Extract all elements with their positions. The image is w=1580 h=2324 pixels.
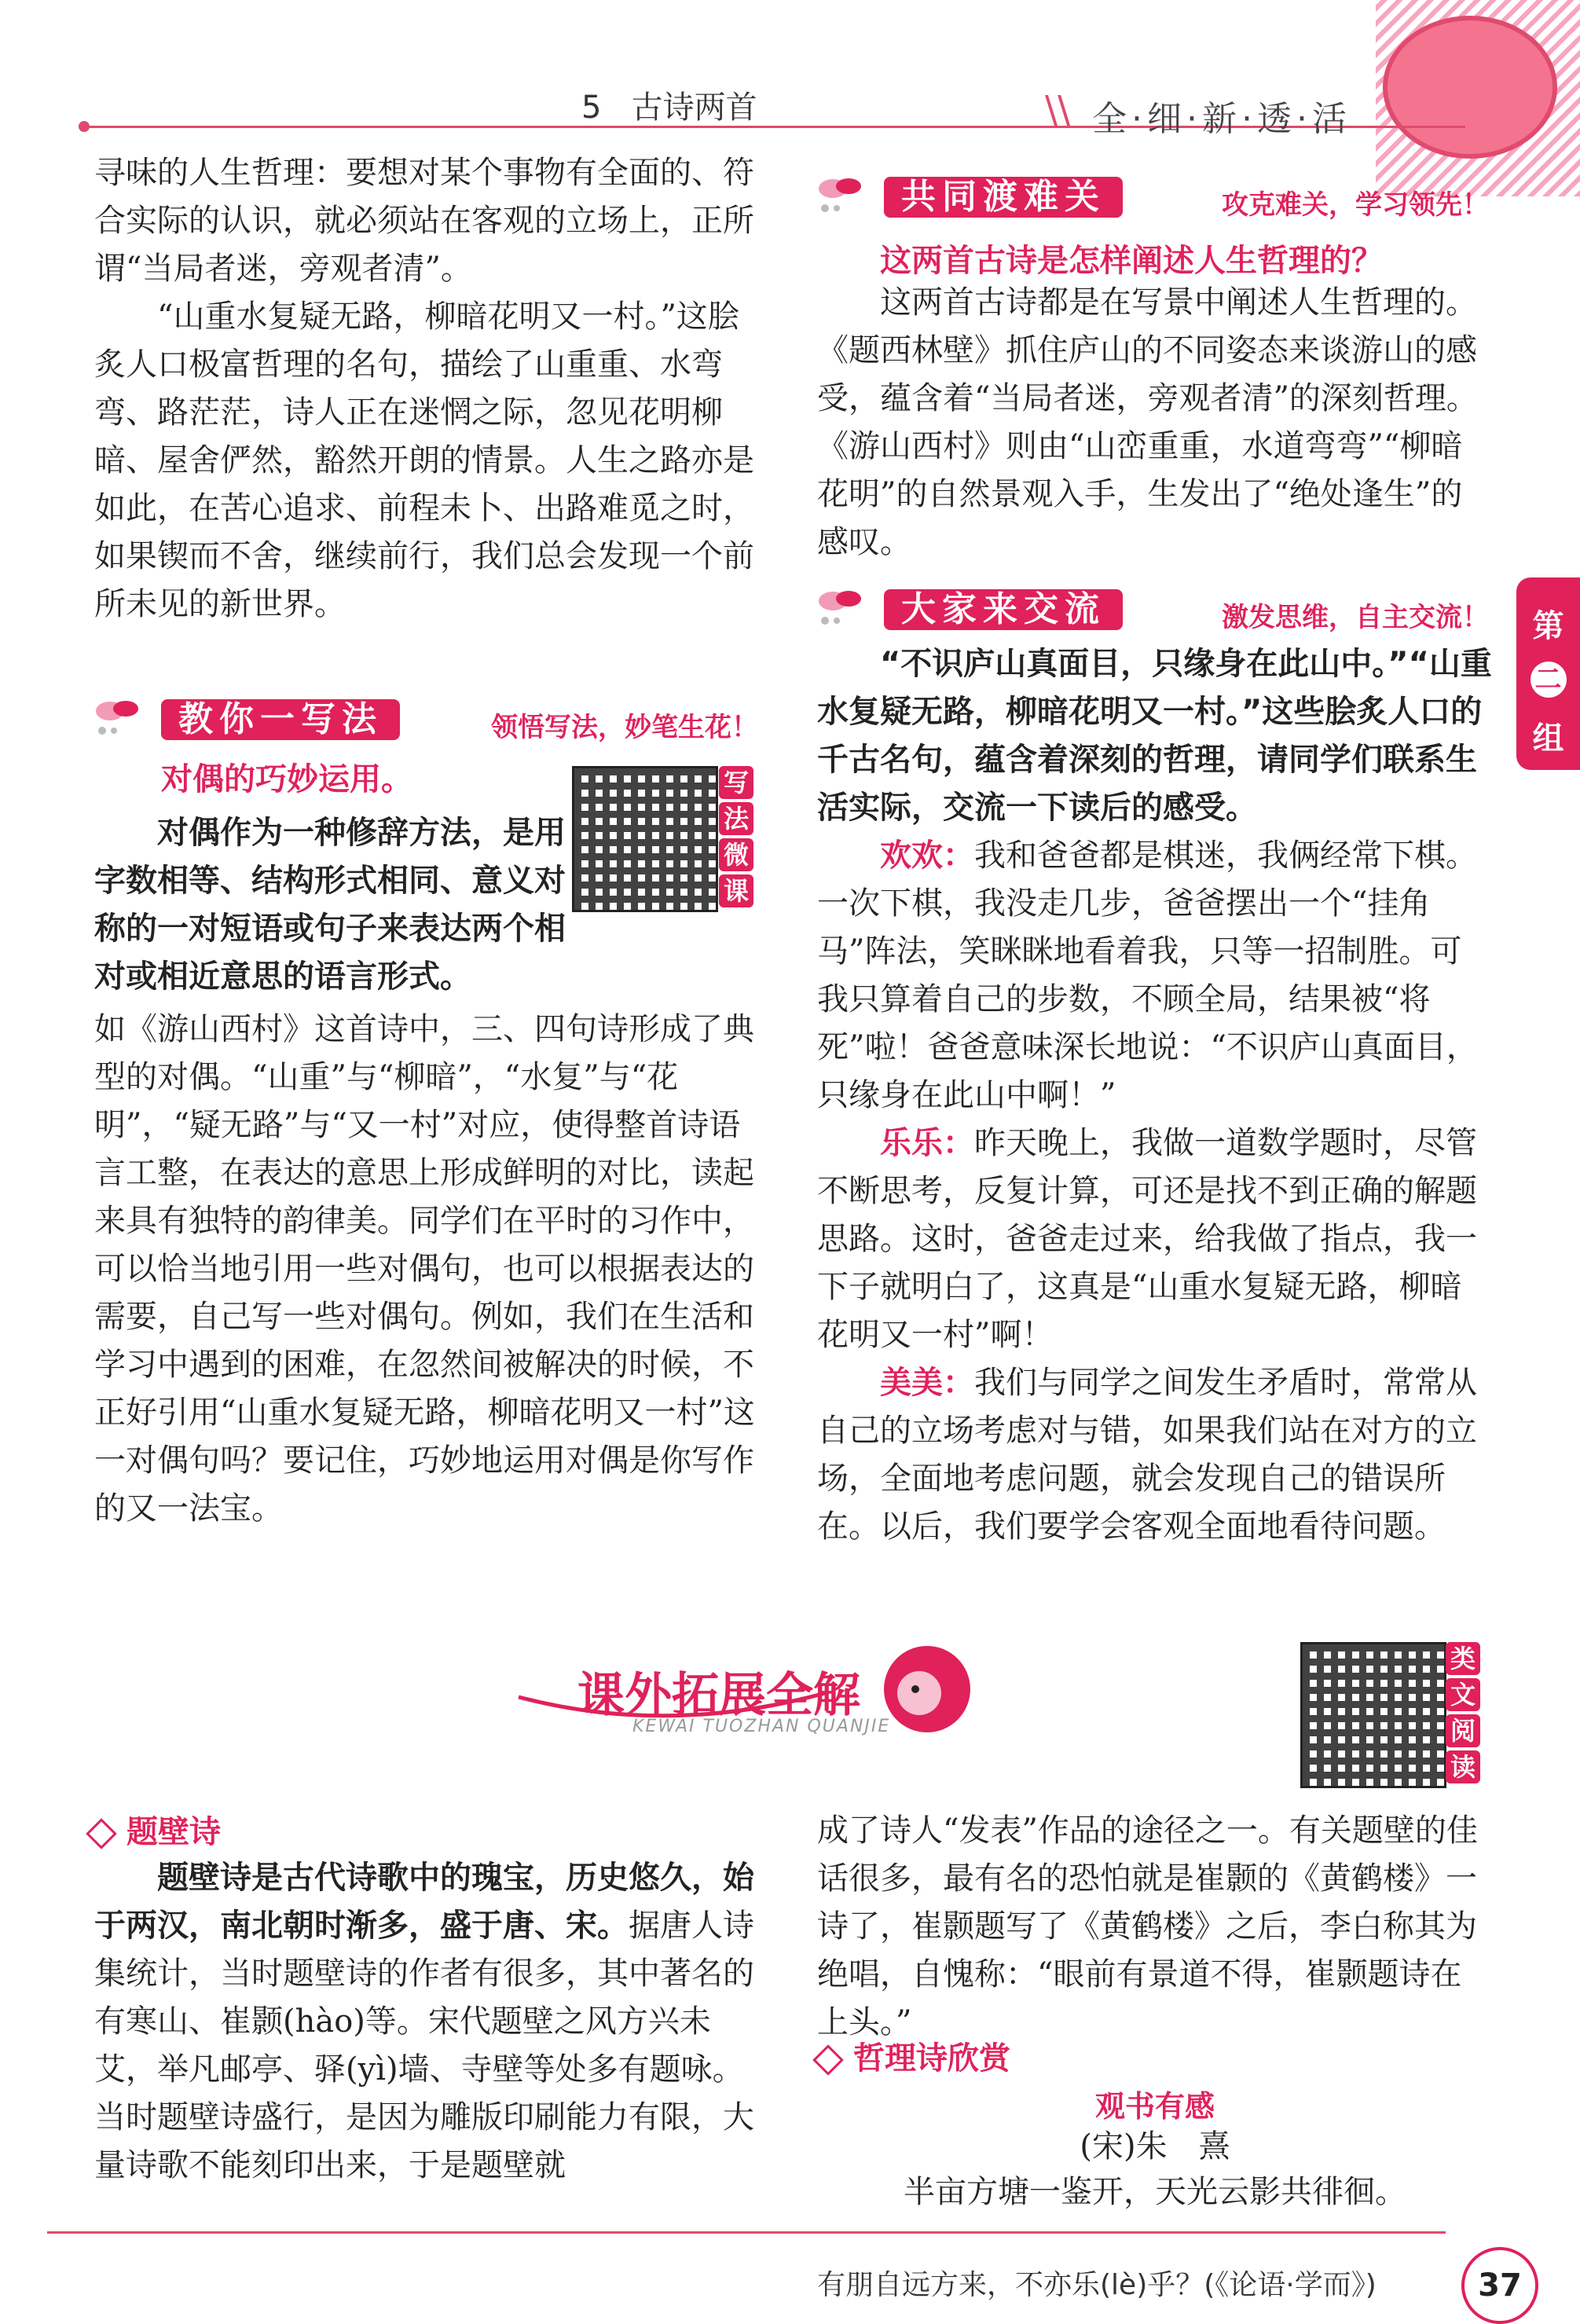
qr-label-char: 课 [719,874,753,907]
footer-quote: 有朋自远方来，不亦乐(lè)乎？(《论语·学而》) [817,2269,1377,2301]
chapter-tab-prefix: 第 [1532,608,1564,644]
writing-body-text: 如《游山西村》这首诗中，三、四句诗形成了典型的对偶。“山重”与“柳暗”，“水复”与“花明”，“疑无路”与“又一村”对应，使得整首诗语言工整，在表达的意思上形成鲜明的对比，读起来具有独特的韵律美。同学们在平时的习作中，可以恰当地引用一些对偶句，也可以根据表达的需要，自己写一些对偶句。例如，我们在生活和学习中遇到的困难，在忽然间被解决的时候，不正好引用“山重水复疑无路，柳暗花明又一村”这一对偶句吗？要记住，巧妙地运用对偶是你写作的又一法宝。 [94,1011,755,1527]
speaker-text: 我们与同学之间发生矛盾时，常常从自己的立场考虑对与错，如果我们站在对方的立场，全面地考虑问题，就会发现自己的错误所在。以后，我们要学会客观全面地看待问题。 [817,1365,1477,1545]
butterfly-icon [90,691,153,739]
writing-banner-label: 教你一写法 [161,699,400,740]
qr-label-char: 类 [1446,1642,1480,1675]
exchange-prompt: “不识庐山真面目，只缘身在此山中。”“山重水复疑无路，柳暗花明又一村。”这些脍炙人口的千古名句，蕴含着深刻的哲理，请同学们联系生活实际，交流一下读后的感受。 [817,646,1492,826]
writing-qr-label [719,766,753,907]
writing-definition: 对偶作为一种修辞方法，是用字数相等、结构形式相同、意义对称的一对短语或句子来表达两个相对或相近意思的语言形式。 [94,815,566,995]
topic2-title: 哲理诗欣赏 [853,2040,1010,2077]
footer-rule [47,2231,1446,2234]
speaker-text: 昨天晚上，我做一道数学题时，尽管不断思考，反复计算，可还是找不到正确的解题思路。这时，爸爸走过来，给我做了指点，我一下子就明白了，这真是“山重水复疑无路，柳暗花明又一村”啊！ [817,1125,1477,1353]
butterfly-icon [813,581,876,629]
difficulty-banner [813,169,1497,221]
writing-tagline: 领悟写法，妙笔生花！ [491,712,758,743]
lesson-number: 5 [581,90,602,126]
left-intro-text [94,149,770,629]
reading-qr-code[interactable] [1300,1642,1446,1788]
diamond-icon [86,1818,117,1849]
topic1-body [94,1854,770,2190]
slash-decoration-icon: \\ [1045,88,1071,132]
topic1-title: 题壁诗 [126,1814,221,1850]
poem-author: (宋)朱 熹 [1080,2128,1230,2165]
topic1-bold: 题壁诗是古代诗歌中的瑰宝，历史悠久，始于两汉，南北朝时渐多，盛于唐、宋。 [94,1860,754,1944]
diamond-icon [812,2044,844,2076]
topic1-cont-text: 成了诗人“发表”作品的途径之一。有关题壁的佳话很多，最有名的恐怕就是崔颢的《黄鹤楼》一诗了，崔颢题写了《黄鹤楼》之后，李白称其为绝唱，自愧称：“眼前有景道不得，崔颢题诗在上头。” [817,1813,1478,2040]
topic1-continued [817,1807,1493,2047]
speaker-name: 乐乐： [880,1125,974,1161]
extension-title: 课外拓展全解 [577,1668,860,1723]
qr-label-char: 文 [1446,1678,1480,1711]
intro-paragraph-2: “山重水复疑无路，柳暗花明又一村。”这脍炙人口极富哲理的名句，描绘了山重重、水弯弯、路茫茫，诗人正在迷惘之际，忽见花明柳暗、屋舍俨然，豁然开朗的情景。人生之路亦是如此，在苦心追求、前程未卜、出路难觅之时，如果锲而不舍，继续前行，我们总会发现一个前所未见的新世界。 [94,299,754,622]
speaker-text: 我和爸爸都是棋迷，我俩经常下棋。一次下棋，我没走几步，爸爸摆出一个“挂角马”阵法，笑眯眯地看着我，只等一招制胜。可我只算着自己的步数，不顾全局，结果被“将死”啦！爸爸意味深长地说：“不识庐山真面目，只缘身在此山中啊！” [817,838,1478,1113]
hedgehog-logo-icon [1383,16,1557,159]
hedgehog-mascot-icon [872,1634,982,1744]
speaker-name: 欢欢： [880,838,974,874]
reading-qr-label [1446,1642,1480,1783]
exchange-banner [813,581,1497,633]
extension-subtitle: KEWAI TUOZHAN QUANJIE [632,1717,891,1736]
chapter-tab-suffix: 组 [1532,720,1564,757]
difficulty-banner-label: 共同渡难关 [884,177,1123,218]
writing-subhead: 对偶的巧妙运用。 [161,761,412,797]
exchange-body [817,640,1493,1551]
speaker-name: 美美： [880,1365,974,1401]
chapter-tab-number: 二 [1531,662,1567,698]
intro-paragraph-1: 寻味的人生哲理：要想对某个事物有全面的、符合实际的认识，就必须站在客观的立场上，正所谓“当局者迷，旁观者清”。 [94,155,754,287]
butterfly-icon [813,169,876,216]
lesson-name: 古诗两首 [631,90,757,126]
exchange-tagline: 激发思维，自主交流！ [1222,602,1489,633]
topic2-heading [817,2033,1010,2078]
qr-label-char: 微 [719,838,753,871]
writing-qr-code[interactable] [572,766,718,912]
chapter-tab [1516,577,1580,770]
qr-label-char: 写 [719,766,753,799]
difficulty-tagline: 攻克难关，学习领先！ [1222,189,1489,221]
qr-label-char: 读 [1446,1750,1480,1783]
poem-title: 观书有感 [1094,2089,1215,2124]
writing-body [94,1006,770,1533]
series-slogan: 全·细·新·透·活 [1092,99,1351,139]
difficulty-answer-text: 这两首古诗都是在写景中阐述人生哲理的。《题西林壁》抓住庐山的不同姿态来谈游山的感受，蕴含着“当局者迷，旁观者清”的深刻哲理。《游山西村》则由“山峦重重，水道弯弯”“柳暗花明”的自然景观入手，生发出了“绝处逢生”的感叹。 [817,284,1478,560]
exchange-banner-label: 大家来交流 [884,589,1123,630]
lesson-title [581,82,757,127]
qr-label-char: 阅 [1446,1714,1480,1747]
writing-banner [90,691,766,743]
page-number: 37 [1461,2247,1538,2324]
difficulty-question: 这两首古诗是怎样阐述人生哲理的？ [880,243,1383,279]
writing-body-start [94,809,566,1001]
difficulty-answer [817,279,1493,566]
topic1-text: 据唐人诗集统计，当时题壁诗的作者有很多，其中著名的有寒山、崔颢(hào)等。宋代题壁之风方兴未艾，举凡邮亭、驿(yì)墙、寺壁等处多有题咏。当时题壁诗盛行，是因为雕版印刷能力有限，大量诗歌不能刻印出来，于是题壁就 [94,1908,754,2183]
qr-label-char: 法 [719,802,753,835]
topic1-heading [90,1807,221,1852]
poem-line: 半亩方塘一鉴开，天光云影共徘徊。 [904,2174,1406,2210]
